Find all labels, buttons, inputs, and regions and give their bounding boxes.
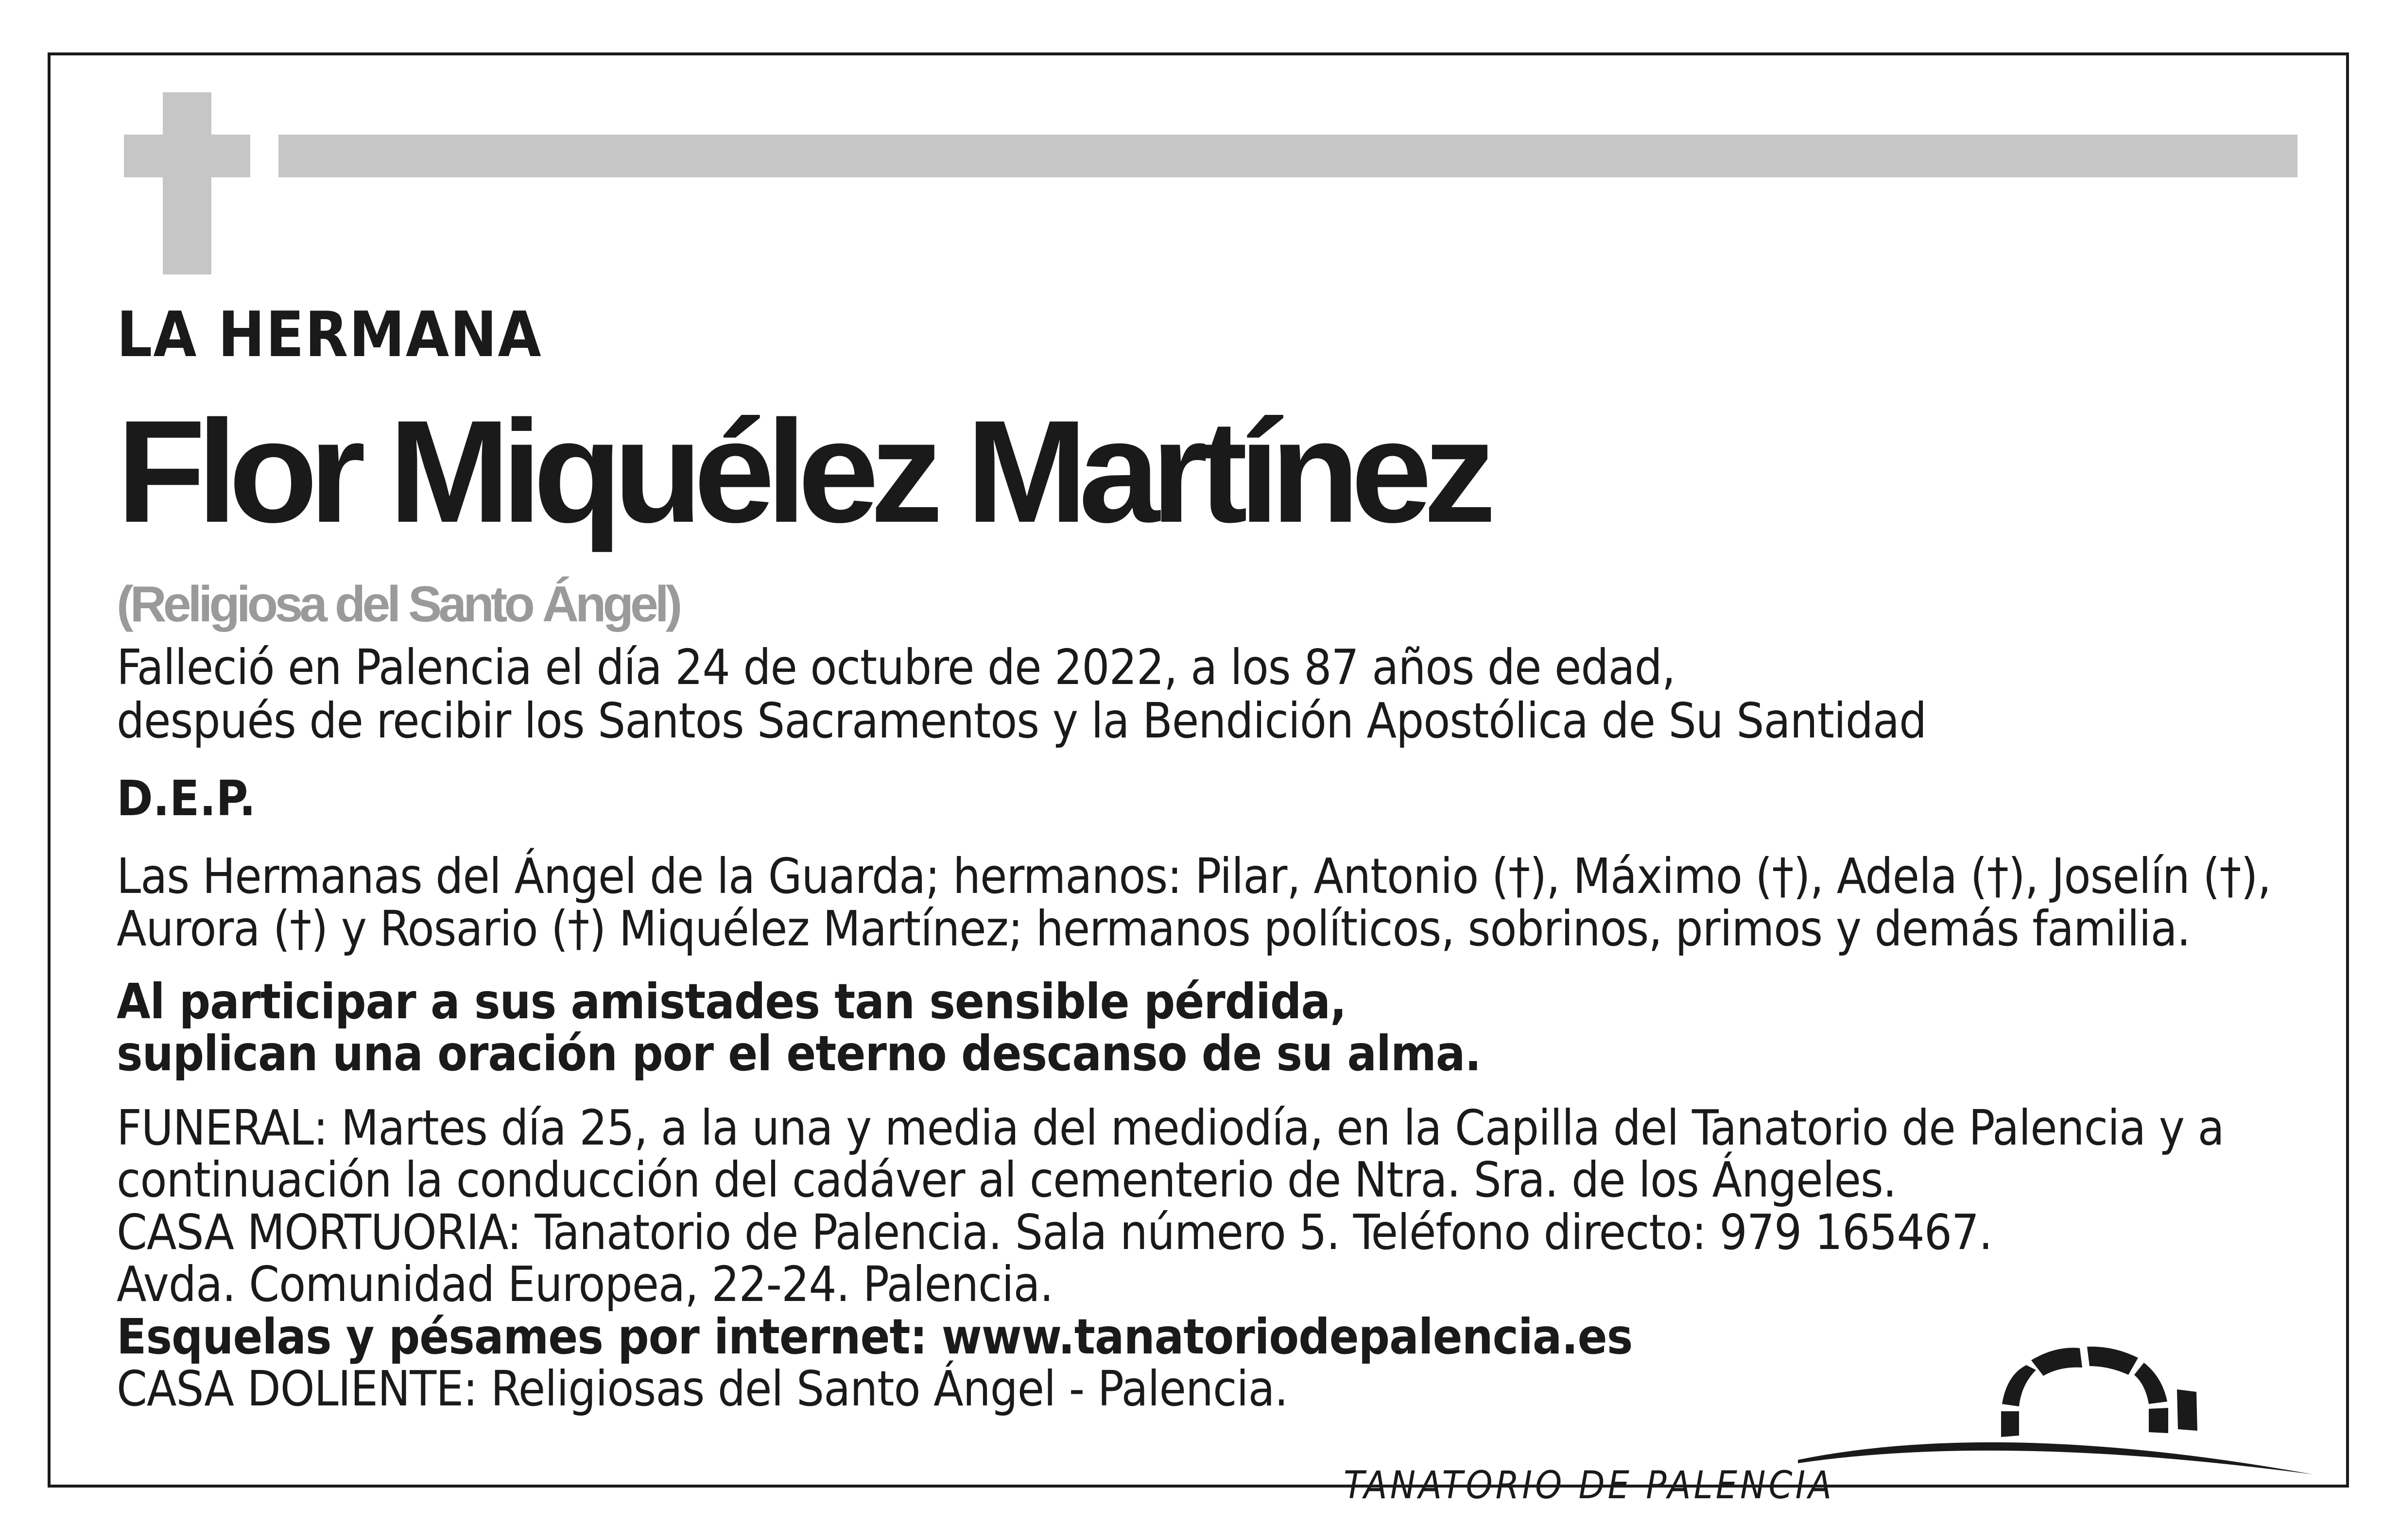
prayer-line-1: Al participar a sus amistades tan sensible pérdida,: [117, 973, 1347, 1030]
tanatorio-dome-logo-icon: [1798, 1312, 2323, 1487]
tanatorio-logo-text: TANATORIO DE PALENCIA: [1344, 1464, 1835, 1507]
cross-icon: [163, 92, 211, 274]
header-rule: [278, 135, 2297, 177]
dep-label: D.E.P.: [117, 770, 256, 827]
death-line-2: después de recibir los Santos Sacramentos y la Bendición Apostólica de Su Santidad: [117, 692, 1927, 749]
internet-line: Esquelas y pésames por internet: www.tanatoriodepalencia.es: [117, 1308, 1633, 1365]
mourning-house-line: CASA DOLIENTE: Religiosas del Santo Ángel - Palencia.: [117, 1360, 1288, 1417]
deceased-subtitle: (Religiosa del Santo Ángel): [117, 576, 679, 633]
cross-icon-bar: [124, 135, 250, 177]
deceased-name: Flor Miquélez Martínez: [117, 390, 1487, 553]
funeral-line-2: continuación la conducción del cadáver al cementerio de Ntra. Sra. de los Ángeles.: [117, 1151, 1897, 1208]
funeral-line-1: FUNERAL: Martes día 25, a la una y media del mediodía, en la Capilla del Tanatorio de Palencia y a: [117, 1099, 2224, 1156]
relation-label: LA HERMANA: [117, 299, 542, 371]
family-line-2: Aurora (†) y Rosario (†) Miquélez Martínez; hermanos políticos, sobrinos, primos y demás familia.: [117, 900, 2191, 957]
family-line-1: Las Hermanas del Ángel de la Guarda; hermanos: Pilar, Antonio (†), Máximo (†), Adela (†), Joselín (†),: [117, 848, 2271, 905]
death-line-1: Falleció en Palencia el día 24 de octubre de 2022, a los 87 años de edad,: [117, 639, 1675, 696]
prayer-line-2: suplican una oración por el eterno descanso de su alma.: [117, 1025, 1481, 1082]
mortuary-line: CASA MORTUORIA: Tanatorio de Palencia. Sala número 5. Teléfono directo: 979 165467.: [117, 1204, 1992, 1261]
address-line: Avda. Comunidad Europea, 22-24. Palencia.: [117, 1256, 1053, 1313]
